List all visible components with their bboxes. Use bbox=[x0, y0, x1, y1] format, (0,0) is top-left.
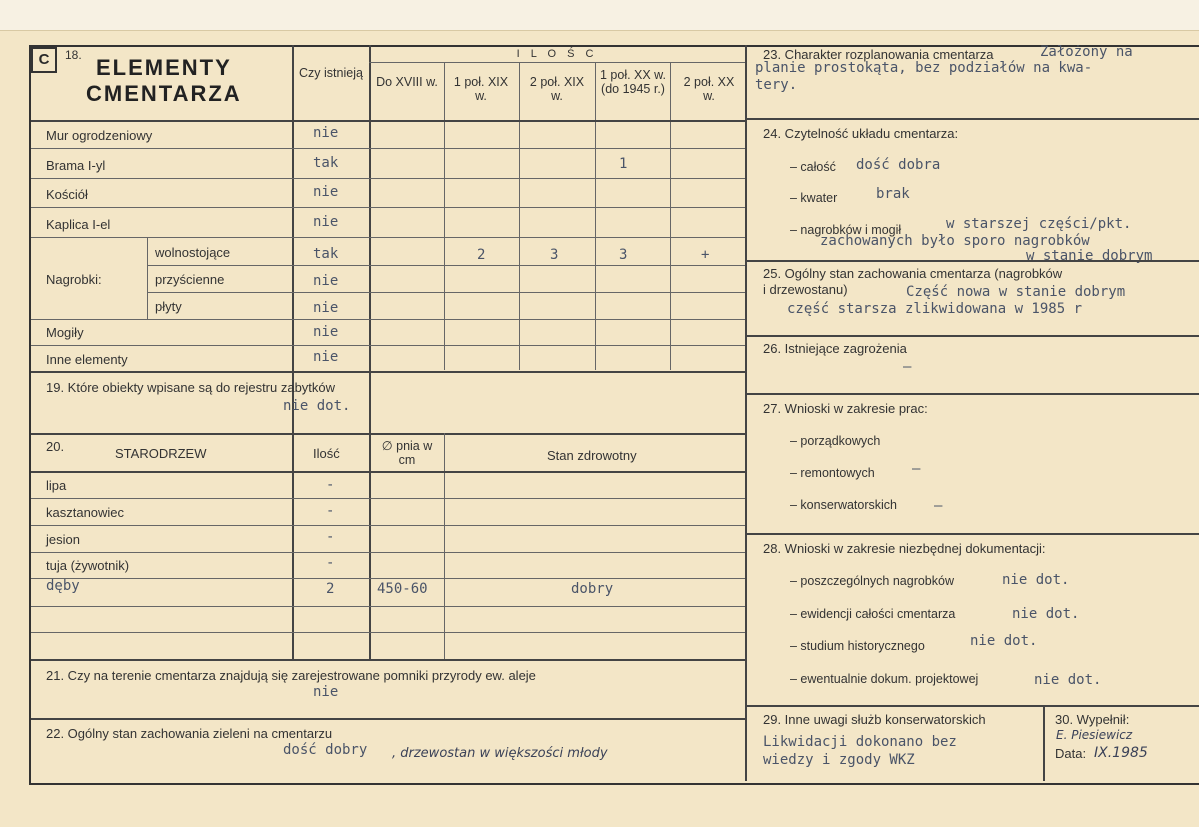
q24-nagrobkow-value-2: zachowanych było sporo nagrobków bbox=[820, 233, 1090, 249]
element-label: Mur ogrodzeniowy bbox=[46, 128, 153, 143]
q22-handwritten: , drzewostan w większości młody bbox=[392, 746, 608, 761]
grid-line bbox=[670, 62, 671, 370]
q28-item-label: – ewidencji całości cmentarza bbox=[790, 607, 956, 621]
grid-line bbox=[444, 62, 445, 370]
q19-label: 19. Które obiekty wpisane są do rejestru zabytków bbox=[46, 380, 336, 395]
q27-label: 27. Wnioski w zakresie prac: bbox=[763, 401, 928, 416]
q28-item-value: nie dot. bbox=[1034, 672, 1102, 688]
element-label: Inne elementy bbox=[46, 352, 128, 367]
tree-qty: - bbox=[326, 555, 335, 571]
q27-remontowych-value: – bbox=[912, 461, 921, 477]
grid-line bbox=[519, 62, 520, 370]
q28-item-label: – ewentualnie dokum. projektowej bbox=[790, 672, 979, 686]
q23-answer-2: planie prostokąta, bez podziałów na kwa- bbox=[755, 60, 1093, 76]
tree-qty: 2 bbox=[326, 581, 335, 597]
tree-state: dobry bbox=[571, 581, 614, 597]
q20-col-pnia: ∅ pnia w cm bbox=[381, 439, 433, 467]
column-divider bbox=[745, 45, 747, 781]
q24-calosc: – całość bbox=[790, 160, 836, 174]
q27-konserwatorskich: – konserwatorskich bbox=[790, 498, 897, 512]
header-period-2: 1 poł. XIX w. bbox=[453, 75, 509, 103]
row-line bbox=[31, 498, 745, 499]
q30-date-label: Data: bbox=[1055, 746, 1087, 761]
element-label: Mogiły bbox=[46, 325, 84, 340]
element-label: Brama I-yl bbox=[46, 158, 106, 173]
q24-nagrobkow: – nagrobków i mogił bbox=[790, 223, 902, 237]
row-line bbox=[31, 345, 745, 346]
row-line bbox=[31, 207, 745, 208]
q30-name: E. Piesiewicz bbox=[1056, 728, 1133, 742]
grid-line bbox=[1043, 705, 1045, 781]
count-value: 1 bbox=[619, 156, 628, 172]
tree-qty: - bbox=[326, 503, 335, 519]
row-line bbox=[745, 260, 1199, 262]
exists-value: tak bbox=[313, 246, 339, 262]
tree-name: jesion bbox=[46, 532, 80, 547]
q29-answer-1: Likwidacji dokonano bez bbox=[763, 734, 957, 750]
q24-label: 24. Czytelność układu cmentarza: bbox=[763, 126, 959, 141]
paper-top-strip bbox=[0, 0, 1199, 31]
q27-porzadkowych: – porządkowych bbox=[790, 434, 881, 448]
row-line bbox=[745, 335, 1199, 337]
q24-nagrobkow-value-3: w stanie dobrym bbox=[1026, 248, 1153, 264]
header-period-1: Do XVIII w. bbox=[376, 75, 438, 89]
q19-answer: nie dot. bbox=[283, 398, 351, 414]
q27-konserwatorskich-value: – bbox=[934, 498, 943, 514]
row-line bbox=[31, 606, 745, 607]
row-line bbox=[31, 632, 745, 633]
q25-answer-1: Część nowa w stanie dobrym bbox=[906, 284, 1126, 300]
q21-label: 21. Czy na terenie cmentarza znajdują się zarejestrowane pomniki przyrody ew. aleje bbox=[46, 668, 536, 683]
element-label: wolnostojące bbox=[155, 245, 231, 260]
section-title-line1: ELEMENTY bbox=[96, 55, 232, 80]
section-number: 18. bbox=[65, 48, 82, 62]
q24-kwater-value: brak bbox=[876, 186, 910, 202]
row-line bbox=[147, 265, 745, 266]
row-line bbox=[31, 552, 745, 553]
count-value: 3 bbox=[550, 247, 559, 263]
grid-line bbox=[31, 120, 745, 122]
q20-title: STARODRZEW bbox=[115, 446, 207, 461]
row-line bbox=[745, 533, 1199, 535]
count-value: 3 bbox=[619, 247, 628, 263]
tree-name: tuja (żywotnik) bbox=[46, 558, 130, 573]
header-period-5: 2 poł. XX w. bbox=[683, 75, 735, 103]
header-period-4: 1 poł. XX w. (do 1945 r.) bbox=[599, 68, 666, 96]
q26-label: 26. Istniejące zagrożenia bbox=[763, 341, 907, 356]
count-value: + bbox=[701, 247, 710, 263]
row-line bbox=[31, 371, 745, 373]
q22-answer: dość dobry bbox=[283, 742, 368, 758]
grid-line bbox=[444, 433, 445, 659]
grid-line bbox=[147, 237, 148, 319]
header-czy-istnieja: Czy istnieją bbox=[299, 66, 363, 80]
q25-label-2: i drzewostanu) bbox=[763, 282, 848, 297]
q28-item-label: – studium historycznego bbox=[790, 639, 925, 653]
row-line bbox=[31, 578, 745, 579]
row-line bbox=[147, 292, 745, 293]
q26-answer: – bbox=[903, 359, 912, 375]
q23-answer-3: tery. bbox=[755, 77, 798, 93]
exists-value: nie bbox=[313, 125, 339, 141]
row-line bbox=[31, 178, 745, 179]
q27-remontowych: – remontowych bbox=[790, 466, 875, 480]
element-label: Kościół bbox=[46, 187, 88, 202]
element-label: przyścienne bbox=[155, 272, 225, 287]
tree-qty: - bbox=[326, 477, 335, 493]
row-line bbox=[31, 659, 745, 661]
q20-col-ilosc: Ilość bbox=[313, 446, 340, 461]
tree-name: dęby bbox=[46, 578, 80, 594]
section-letter-box bbox=[31, 47, 57, 73]
row-line bbox=[31, 319, 745, 320]
q28-label: 28. Wnioski w zakresie niezbędnej dokumentacji: bbox=[763, 541, 1046, 556]
q25-label-1: 25. Ogólny stan zachowania cmentarza (nagrobków bbox=[763, 266, 1063, 281]
q21-answer: nie bbox=[313, 684, 339, 700]
section-title-line2: CMENTARZA bbox=[86, 81, 242, 106]
exists-value: nie bbox=[313, 324, 339, 340]
row-line bbox=[31, 433, 745, 435]
exists-value: nie bbox=[313, 300, 339, 316]
q24-kwater: – kwater bbox=[790, 191, 838, 205]
tree-name: kasztanowiec bbox=[46, 505, 125, 520]
q28-item-value: nie dot. bbox=[1012, 606, 1080, 622]
tree-qty: - bbox=[326, 529, 335, 545]
q28-item-value: nie dot. bbox=[970, 633, 1038, 649]
row-line bbox=[745, 393, 1199, 395]
q24-nagrobkow-value-1: w starszej części/pkt. bbox=[946, 216, 1132, 232]
element-label: płyty bbox=[155, 299, 182, 314]
grid-line bbox=[292, 45, 294, 659]
q23-label: 23. Charakter rozplanowania cmentarza bbox=[763, 47, 994, 62]
exists-value: nie bbox=[313, 184, 339, 200]
q25-answer-2: część starsza zlikwidowana w 1985 r bbox=[787, 301, 1083, 317]
tree-name: lipa bbox=[46, 478, 67, 493]
q24-calosc-value: dość dobra bbox=[856, 157, 941, 173]
q30-label: 30. Wypełnił: bbox=[1055, 712, 1130, 727]
row-line bbox=[31, 471, 745, 473]
q28-item-value: nie dot. bbox=[1002, 572, 1070, 588]
grid-line bbox=[369, 62, 745, 63]
tree-diam: 450-60 bbox=[377, 581, 428, 597]
q20-col-stan: Stan zdrowotny bbox=[547, 448, 637, 463]
q29-answer-2: wiedzy i zgody WKZ bbox=[763, 752, 915, 768]
nagrobki-label: Nagrobki: bbox=[46, 272, 102, 287]
exists-value: nie bbox=[313, 273, 339, 289]
header-ilosc: I L O Ś C bbox=[516, 48, 598, 60]
row-line bbox=[31, 525, 745, 526]
q22-label: 22. Ogólny stan zachowania zieleni na cmentarzu bbox=[46, 726, 333, 741]
header-period-3: 2 poł. XIX w. bbox=[529, 75, 585, 103]
q20-number: 20. bbox=[46, 439, 65, 454]
row-line bbox=[745, 118, 1199, 120]
exists-value: nie bbox=[313, 349, 339, 365]
row-line bbox=[745, 705, 1199, 707]
q30-date: IX.1985 bbox=[1094, 745, 1148, 761]
row-line bbox=[31, 718, 745, 720]
exists-value: tak bbox=[313, 155, 339, 171]
q28-item-label: – poszczególnych nagrobków bbox=[790, 574, 954, 588]
grid-line bbox=[369, 45, 371, 659]
exists-value: nie bbox=[313, 214, 339, 230]
row-line bbox=[31, 237, 745, 238]
q23-answer-1: Założony na bbox=[1040, 44, 1133, 60]
row-line bbox=[31, 148, 745, 149]
grid-line bbox=[595, 62, 596, 370]
q29-label: 29. Inne uwagi służb konserwatorskich bbox=[763, 712, 986, 727]
count-value: 2 bbox=[477, 247, 486, 263]
element-label: Kaplica I-el bbox=[46, 217, 111, 232]
section-letter: C bbox=[38, 51, 50, 68]
